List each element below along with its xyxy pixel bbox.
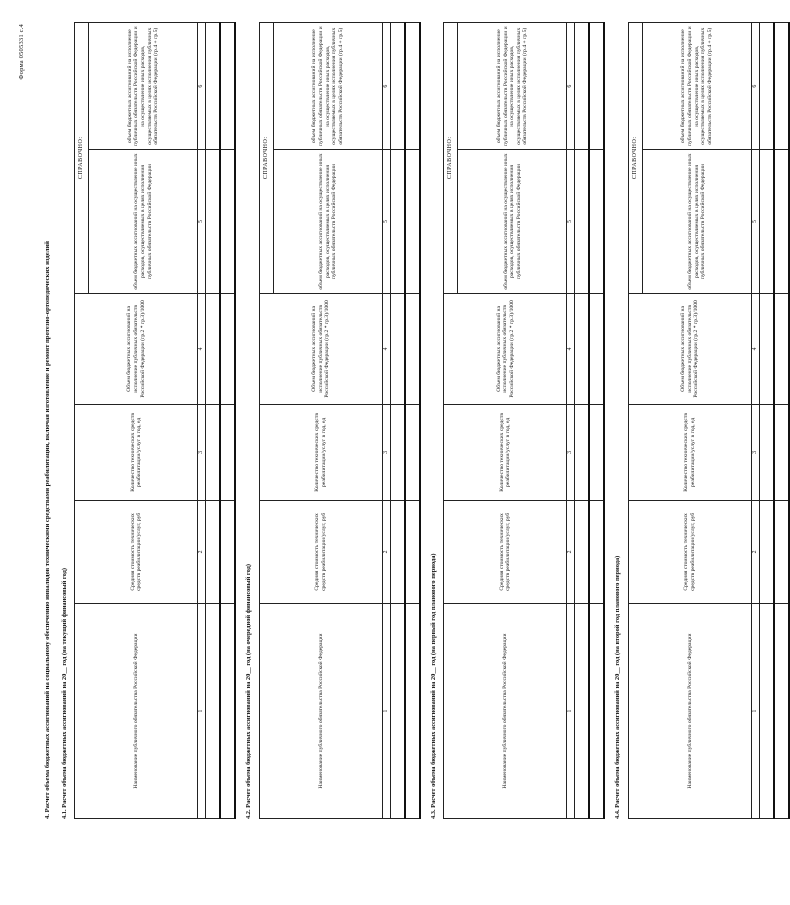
col-number: 4 [382, 293, 390, 404]
col-number: 5 [382, 150, 390, 293]
col-number: 2 [382, 500, 390, 603]
reference-label: СПРАВОЧНО: [259, 23, 273, 294]
empty-cell [589, 150, 604, 293]
empty-cell [220, 23, 235, 150]
table-row [390, 23, 405, 819]
col-number: 3 [382, 405, 390, 501]
empty-cell [390, 293, 405, 404]
empty-cell [774, 23, 789, 150]
section-title: 4.3. Расчет объема бюджетных ассигнований на 20__ год (на первый год планового периода) [429, 553, 437, 819]
col-number: 4 [751, 293, 759, 404]
empty-cell [774, 405, 789, 501]
col-total-reference: объем бюджетных ассигнований на исполнение публичных обязательств Российской Федерации и на осуществление иных расходов, осуществляемых в целях исполнения публичных обязательств Российской Федерации (гр.4 + гр.5) [273, 23, 382, 150]
col-quantity: Количество технических средств реабилитации/услуг в год, ед [259, 405, 382, 501]
sections-container [61, 22, 790, 819]
empty-cell [405, 293, 420, 404]
empty-cell [390, 604, 405, 819]
empty-cell [575, 405, 590, 501]
calc-section [430, 22, 606, 819]
col-number: 2 [198, 500, 206, 603]
col-budget-volume: Объем бюджетных ассигнований на исполнение публичных обязательств Российской Федерации (гр.2 * гр.3)/1000 [628, 293, 751, 404]
empty-cell [575, 23, 590, 150]
empty-cell [220, 293, 235, 404]
calc-table [443, 22, 605, 819]
reference-label: СПРАВОЧНО: [75, 23, 89, 294]
main-title: 4. Расчет объема бюджетных ассигнований на социальному обеспечению инвалидов техническими средствами реабилитации, включая изготовление и ремонт протезно-ортопедических изделий [44, 241, 51, 819]
col-obligation-name: Наименование публичного обязательства Российской Федерации [444, 604, 567, 819]
empty-cell [774, 150, 789, 293]
reference-label: СПРАВОЧНО: [628, 23, 642, 294]
col-budget-volume: Объем бюджетных ассигнований на исполнение публичных обязательств Российской Федерации (гр.2 * гр.3)/1000 [75, 293, 198, 404]
col-avg-cost: Средняя стоимость технических средств реабилитации/услуг, руб [628, 500, 751, 603]
col-number: 6 [382, 23, 390, 150]
col-number: 5 [198, 150, 206, 293]
empty-cell [575, 293, 590, 404]
col-budget-volume: Объем бюджетных ассигнований на исполнение публичных обязательств Российской Федерации (гр.2 * гр.3)/1000 [259, 293, 382, 404]
calc-table [74, 22, 236, 819]
empty-cell [575, 500, 590, 603]
empty-cell [220, 405, 235, 501]
col-number: 1 [751, 604, 759, 819]
col-total-reference: объем бюджетных ассигнований на исполнение публичных обязательств Российской Федерации и на осуществление иных расходов, осуществляемых в целях исполнения публичных обязательств Российской Федерации (гр.4 + гр.5) [89, 23, 198, 150]
col-other-expenses: объем бюджетных ассигнований на осуществление иных расходов, осуществляемых в целях исполнения публичных обязательств Российской Федерации [89, 150, 198, 293]
col-number: 1 [382, 604, 390, 819]
total-row [774, 23, 789, 819]
empty-cell [405, 500, 420, 603]
empty-cell [206, 23, 221, 150]
col-other-expenses: объем бюджетных ассигнований на осуществление иных расходов, осуществляемых в целях исполнения публичных обязательств Российской Федерации [642, 150, 751, 293]
empty-cell [405, 150, 420, 293]
form-code: Форма 0505331 с.4 [18, 24, 25, 80]
empty-cell [774, 293, 789, 404]
empty-cell [774, 604, 789, 819]
empty-cell [575, 150, 590, 293]
section-title: 4.2. Расчет объема бюджетных ассигнований на 20__ год (на очередной финансовый год) [245, 563, 253, 819]
empty-cell [589, 293, 604, 404]
col-quantity: Количество технических средств реабилитации/услуг в год, ед [75, 405, 198, 501]
empty-cell [390, 23, 405, 150]
table-row [575, 23, 590, 819]
empty-cell [774, 500, 789, 603]
table-row [206, 23, 221, 819]
section-title: 4.4. Расчет объема бюджетных ассигнований на 20__ год (на второй год планового периода) [614, 555, 622, 819]
col-number: 1 [567, 604, 575, 819]
empty-cell [759, 150, 774, 293]
reference-label: СПРАВОЧНО: [444, 23, 458, 294]
empty-cell [589, 405, 604, 501]
empty-cell [589, 500, 604, 603]
empty-cell [390, 500, 405, 603]
empty-cell [759, 500, 774, 603]
total-row [220, 23, 235, 819]
calc-table [259, 22, 421, 819]
col-number: 3 [751, 405, 759, 501]
col-obligation-name: Наименование публичного обязательства Российской Федерации [259, 604, 382, 819]
col-avg-cost: Средняя стоимость технических средств реабилитации/услуг, руб [75, 500, 198, 603]
calc-section [61, 22, 237, 819]
empty-cell [405, 23, 420, 150]
empty-cell [220, 604, 235, 819]
column-numbers-row [198, 23, 206, 819]
col-avg-cost: Средняя стоимость технических средств реабилитации/услуг, руб [444, 500, 567, 603]
empty-cell [220, 500, 235, 603]
empty-cell [759, 23, 774, 150]
col-total-reference: объем бюджетных ассигнований на исполнение публичных обязательств Российской Федерации и на осуществление иных расходов, осуществляемых в целях исполнения публичных обязательств Российской Федерации (гр.4 + гр.5) [642, 23, 751, 150]
col-number: 6 [567, 23, 575, 150]
col-total-reference: объем бюджетных ассигнований на исполнение публичных обязательств Российской Федерации и на осуществление иных расходов, осуществляемых в целях исполнения публичных обязательств Российской Федерации (гр.4 + гр.5) [458, 23, 567, 150]
calc-section [614, 22, 790, 819]
calc-table [628, 22, 790, 819]
col-number: 1 [198, 604, 206, 819]
col-number: 2 [751, 500, 759, 603]
total-row [405, 23, 420, 819]
col-number: 2 [567, 500, 575, 603]
table-row [759, 23, 774, 819]
empty-cell [575, 604, 590, 819]
empty-cell [405, 405, 420, 501]
column-numbers-row [751, 23, 759, 819]
col-number: 4 [567, 293, 575, 404]
col-number: 4 [198, 293, 206, 404]
empty-cell [220, 150, 235, 293]
empty-cell [206, 150, 221, 293]
total-row [589, 23, 604, 819]
empty-cell [390, 150, 405, 293]
empty-cell [206, 405, 221, 501]
empty-cell [759, 604, 774, 819]
col-avg-cost: Средняя стоимость технических средств реабилитации/услуг, руб [259, 500, 382, 603]
col-number: 3 [198, 405, 206, 501]
col-number: 6 [751, 23, 759, 150]
col-other-expenses: объем бюджетных ассигнований на осуществление иных расходов, осуществляемых в целях исполнения публичных обязательств Российской Федерации [273, 150, 382, 293]
col-number: 6 [198, 23, 206, 150]
col-obligation-name: Наименование публичного обязательства Российской Федерации [75, 604, 198, 819]
empty-cell [589, 604, 604, 819]
col-quantity: Количество технических средств реабилитации/услуг в год, ед [444, 405, 567, 501]
col-budget-volume: Объем бюджетных ассигнований на исполнение публичных обязательств Российской Федерации (гр.2 * гр.3)/1000 [444, 293, 567, 404]
empty-cell [589, 23, 604, 150]
empty-cell [759, 293, 774, 404]
empty-cell [759, 405, 774, 501]
column-numbers-row [382, 23, 390, 819]
empty-cell [206, 604, 221, 819]
col-number: 5 [567, 150, 575, 293]
col-obligation-name: Наименование публичного обязательства Российской Федерации [628, 604, 751, 819]
empty-cell [206, 500, 221, 603]
column-numbers-row [567, 23, 575, 819]
col-number: 3 [567, 405, 575, 501]
col-other-expenses: объем бюджетных ассигнований на осуществление иных расходов, осуществляемых в целях исполнения публичных обязательств Российской Федерации [458, 150, 567, 293]
calc-section [245, 22, 421, 819]
empty-cell [405, 604, 420, 819]
empty-cell [390, 405, 405, 501]
section-title: 4.1. Расчет объема бюджетных ассигнований на 20__ год (на текущий финансовый год) [60, 568, 68, 819]
col-number: 5 [751, 150, 759, 293]
empty-cell [206, 293, 221, 404]
col-quantity: Количество технических средств реабилитации/услуг в год, ед [628, 405, 751, 501]
